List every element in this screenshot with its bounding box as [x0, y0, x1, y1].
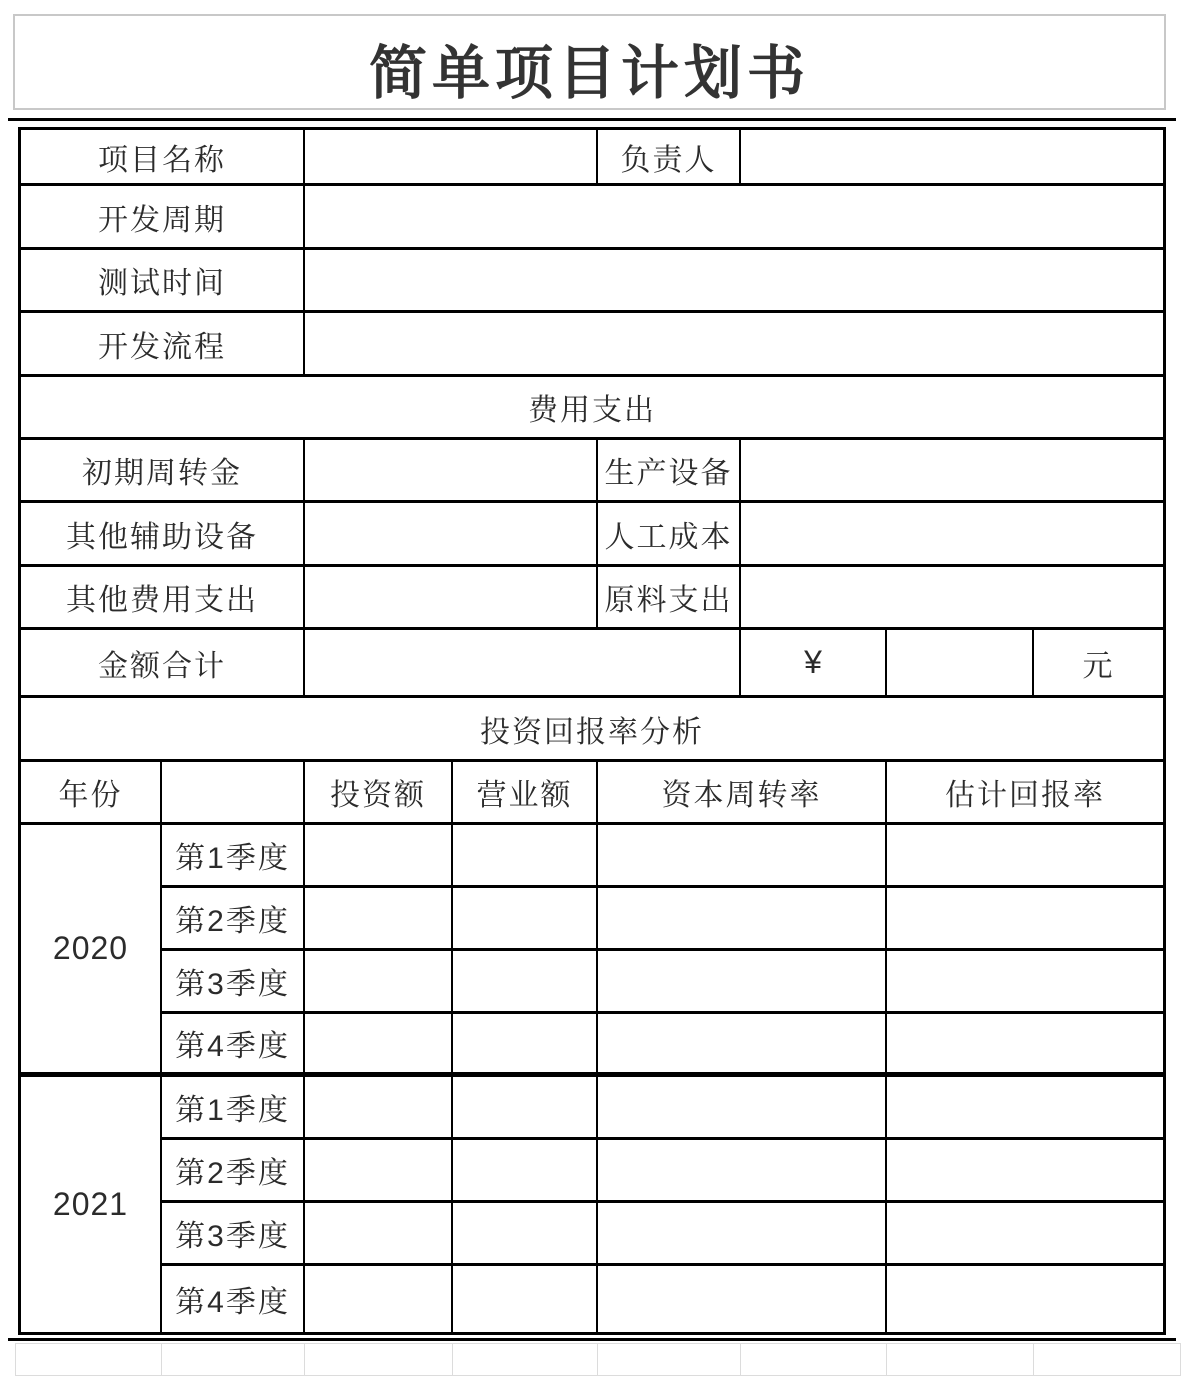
- roi-turnover-input[interactable]: [598, 1140, 887, 1203]
- roi-revenue-input[interactable]: [453, 825, 598, 888]
- roi-section-title: 投资回报率分析: [21, 698, 1163, 762]
- auxiliary-equipment-label: 其他辅助设备: [21, 503, 305, 567]
- roi-return-input[interactable]: [887, 1077, 1163, 1140]
- total-amount-text-input[interactable]: [305, 630, 741, 698]
- roi-header-spacer: [162, 762, 305, 825]
- roi-revenue-input[interactable]: [453, 951, 598, 1014]
- year-2021-cell: 2021: [21, 1077, 162, 1332]
- roi-header-revenue: 营业额: [453, 762, 598, 825]
- test-time-input[interactable]: [305, 250, 1163, 313]
- top-separator-line: [8, 118, 1176, 121]
- roi-return-input[interactable]: [887, 951, 1163, 1014]
- spreadsheet-grid-row: [15, 1343, 1181, 1376]
- bottom-separator-line: [8, 1338, 1176, 1341]
- raw-material-input[interactable]: [741, 567, 1163, 630]
- roi-turnover-input[interactable]: [598, 888, 887, 951]
- roi-header-return: 估计回报率: [887, 762, 1163, 825]
- page-title: 简单项目计划书: [368, 41, 810, 106]
- spreadsheet-cell[interactable]: [162, 1344, 305, 1375]
- roi-return-input[interactable]: [887, 1266, 1163, 1332]
- year-2020-cell: 2020: [21, 825, 162, 1077]
- roi-return-input[interactable]: [887, 1140, 1163, 1203]
- quarter-label: 第2季度: [162, 1140, 305, 1203]
- plan-table: [18, 127, 1166, 1335]
- roi-return-input[interactable]: [887, 825, 1163, 888]
- project-name-input[interactable]: [305, 130, 598, 186]
- quarter-label: 第2季度: [162, 888, 305, 951]
- roi-header-year: 年份: [21, 762, 162, 825]
- roi-header-investment: 投资额: [305, 762, 453, 825]
- currency-unit-label: 元: [1034, 630, 1163, 698]
- roi-investment-input[interactable]: [305, 1014, 453, 1077]
- raw-material-label: 原料支出: [598, 567, 741, 630]
- roi-return-input[interactable]: [887, 888, 1163, 951]
- spreadsheet-cell[interactable]: [1034, 1344, 1180, 1375]
- total-amount-label: 金额合计: [21, 630, 305, 698]
- quarter-label: 第3季度: [162, 951, 305, 1014]
- dev-process-label: 开发流程: [21, 313, 305, 377]
- dev-cycle-label: 开发周期: [21, 186, 305, 250]
- auxiliary-equipment-input[interactable]: [305, 503, 598, 567]
- labor-cost-input[interactable]: [741, 503, 1163, 567]
- roi-revenue-input[interactable]: [453, 1014, 598, 1077]
- project-name-label: 项目名称: [21, 130, 305, 186]
- spreadsheet-cell[interactable]: [741, 1344, 887, 1375]
- roi-turnover-input[interactable]: [598, 1203, 887, 1266]
- quarter-label: 第1季度: [162, 1077, 305, 1140]
- expenses-section-title: 费用支出: [21, 377, 1163, 440]
- roi-revenue-input[interactable]: [453, 1203, 598, 1266]
- quarter-label: 第3季度: [162, 1203, 305, 1266]
- spreadsheet-cell[interactable]: [16, 1344, 162, 1375]
- roi-investment-input[interactable]: [305, 1140, 453, 1203]
- roi-turnover-input[interactable]: [598, 1014, 887, 1077]
- roi-revenue-input[interactable]: [453, 1077, 598, 1140]
- dev-cycle-input[interactable]: [305, 186, 1163, 250]
- spreadsheet-cell[interactable]: [305, 1344, 453, 1375]
- initial-capital-label: 初期周转金: [21, 440, 305, 503]
- roi-investment-input[interactable]: [305, 1266, 453, 1332]
- roi-revenue-input[interactable]: [453, 1266, 598, 1332]
- labor-cost-label: 人工成本: [598, 503, 741, 567]
- roi-turnover-input[interactable]: [598, 1077, 887, 1140]
- roi-revenue-input[interactable]: [453, 888, 598, 951]
- quarter-label: 第4季度: [162, 1266, 305, 1332]
- test-time-label: 测试时间: [21, 250, 305, 313]
- roi-turnover-input[interactable]: [598, 951, 887, 1014]
- roi-turnover-input[interactable]: [598, 825, 887, 888]
- currency-symbol: ¥: [741, 630, 887, 698]
- initial-capital-input[interactable]: [305, 440, 598, 503]
- roi-return-input[interactable]: [887, 1203, 1163, 1266]
- other-expenses-label: 其他费用支出: [21, 567, 305, 630]
- owner-input[interactable]: [741, 130, 1163, 186]
- roi-investment-input[interactable]: [305, 825, 453, 888]
- spreadsheet-cell[interactable]: [887, 1344, 1034, 1375]
- roi-investment-input[interactable]: [305, 1203, 453, 1266]
- production-equipment-label: 生产设备: [598, 440, 741, 503]
- production-equipment-input[interactable]: [741, 440, 1163, 503]
- quarter-label: 第4季度: [162, 1014, 305, 1077]
- quarter-label: 第1季度: [162, 825, 305, 888]
- other-expenses-input[interactable]: [305, 567, 598, 630]
- owner-label: 负责人: [598, 130, 741, 186]
- roi-investment-input[interactable]: [305, 951, 453, 1014]
- roi-turnover-input[interactable]: [598, 1266, 887, 1332]
- dev-process-input[interactable]: [305, 313, 1163, 377]
- roi-revenue-input[interactable]: [453, 1140, 598, 1203]
- roi-investment-input[interactable]: [305, 888, 453, 951]
- title-frame: [13, 14, 1166, 110]
- total-amount-number-input[interactable]: [887, 630, 1034, 698]
- spreadsheet-cell[interactable]: [453, 1344, 598, 1375]
- spreadsheet-cell[interactable]: [598, 1344, 741, 1375]
- roi-header-turnover: 资本周转率: [598, 762, 887, 825]
- roi-return-input[interactable]: [887, 1014, 1163, 1077]
- roi-investment-input[interactable]: [305, 1077, 453, 1140]
